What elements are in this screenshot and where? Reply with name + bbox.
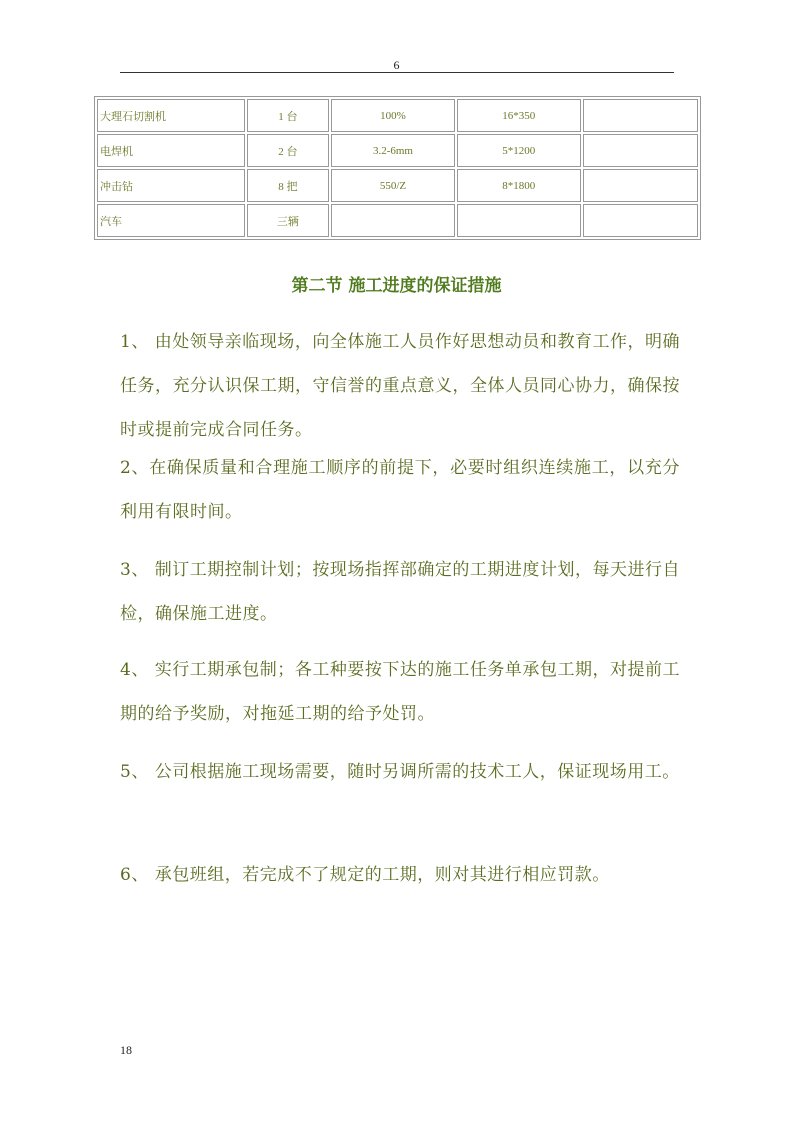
table-cell [457,204,581,237]
table-cell: 3.2-6mm [331,134,455,167]
table-cell: 550/Z [331,169,455,202]
footer-page-number: 18 [120,1043,132,1057]
table-row [97,169,698,202]
table-row [97,99,698,132]
table-cell [583,204,698,237]
table-cell [331,204,455,237]
table-cell [583,169,698,202]
header-page-number: 6 [393,58,400,72]
table-cell [583,134,698,167]
section-title: 第二节 施工进度的保证措施 [291,276,502,296]
table-cell: 汽车 [97,204,245,237]
table-cell: 100% [331,99,455,132]
table-row [97,134,698,167]
equipment-table [94,96,701,240]
paragraph-6: 6、 承包班组，若完成不了规定的工期，则对其进行相应罚款。 [120,865,610,885]
paragraph-5: 5、 公司根据施工现场需要，随时另调所需的技术工人，保证现场用工。 [120,762,680,782]
table-cell: 8*1800 [457,169,581,202]
table-cell: 16*350 [457,99,581,132]
table-cell: 2 台 [247,134,329,167]
table-cell: 8 把 [247,169,329,202]
table-cell: 电焊机 [97,134,245,167]
table-cell: 大理石切割机 [97,99,245,132]
table-cell: 冲击钻 [97,169,245,202]
table-row [97,204,698,237]
paragraph-1: 1、 由处领导亲临现场，向全体施工人员作好思想动员和教育工作，明确任务，充分认识保工期，守信誉的重点意义，全体人员同心协力，确保按时或提前完成合同任务。 [120,332,680,440]
table-cell: 5*1200 [457,134,581,167]
header-divider [120,72,674,73]
table-cell: 三辆 [247,204,329,237]
paragraph-4: 4、 实行工期承包制；各工种要按下达的施工任务单承包工期，对提前工期的给予奖励，对拖延工期的给予处罚。 [120,660,680,724]
table-cell: 1 台 [247,99,329,132]
paragraph-2: 2、在确保质量和合理施工顺序的前提下，必要时组织连续施工，以充分利用有限时间。 [120,458,680,522]
paragraph-3: 3、 制订工期控制计划；按现场指挥部确定的工期进度计划，每天进行自检，确保施工进度。 [120,560,680,624]
table-cell [583,99,698,132]
